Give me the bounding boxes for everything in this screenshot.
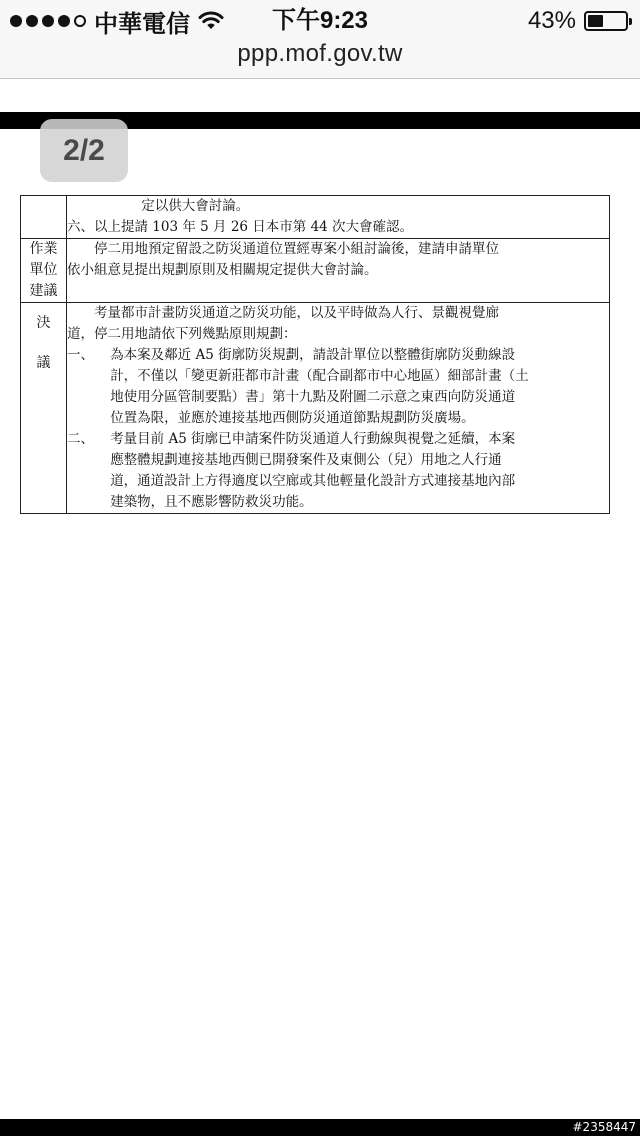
document-line: 考量目前 A5 街廓已申請案件防災通道人行動線與視覺之延續，本案	[110, 431, 516, 447]
row-label-empty	[21, 196, 67, 239]
document-line: 停二用地預定留設之防災通道位置經專案小組討論後，建請申請單位	[94, 241, 499, 257]
minutes-table	[20, 195, 610, 514]
row-content	[67, 239, 610, 303]
label-char: 議	[36, 355, 51, 371]
battery-percent: 43%	[527, 7, 576, 34]
document-line: 建築物，且不應影響防救災功能。	[110, 494, 313, 510]
label-char: 作業	[29, 241, 58, 257]
status-bar	[0, 0, 640, 40]
page-indicator: 2/2	[40, 119, 128, 182]
row-content	[67, 303, 610, 514]
document-line: 計，不僅以「變更新莊都市計畫（配合副都市中心地區）細部計畫（土	[110, 368, 529, 384]
carrier-name: 中華電信	[94, 10, 190, 38]
document-line: 應整體規劃連接基地西側已開發案件及東側公（兒）用地之人行通	[110, 452, 502, 468]
label-char: 決	[36, 315, 51, 331]
document-line: 道，通道設計上方得適度以空廊或其他輕量化設計方式連接基地內部	[110, 473, 516, 489]
url-text[interactable]: ppp.mof.gov.tw	[237, 40, 403, 67]
document-line: 地使用分區管制要點）書」第十九點及附圖二示意之東西向防災通道	[110, 389, 516, 405]
document-line: 位置為限，並應於連接基地西側防災通道節點規劃防災廣場。	[110, 410, 475, 426]
label-char: 單位	[29, 262, 58, 278]
watermark-id: #2358447	[572, 1120, 636, 1134]
battery-icon	[584, 11, 628, 31]
address-bar[interactable]	[0, 40, 640, 79]
bottom-bar	[0, 1119, 640, 1136]
decision-item	[67, 429, 609, 513]
table-row	[21, 196, 610, 239]
document-line: 考量都市計畫防災通道之防災功能，以及平時做為人行、景觀視覺廊	[94, 305, 499, 321]
status-time: 下午9:23	[271, 7, 369, 34]
document-line: 為本案及鄰近 A5 街廓防災規劃，請設計單位以整體街廓防災動線設	[110, 347, 516, 363]
item-number: 二、	[67, 431, 94, 447]
battery-tip	[629, 18, 632, 25]
document-line: 道，停二用地請依下列幾點原則規劃：	[67, 326, 297, 342]
item-number: 一、	[67, 347, 94, 363]
label-char: 建議	[29, 283, 58, 299]
decision-item	[67, 345, 609, 429]
document-line: 依小組意見提出規劃原則及相關規定提供大會討論。	[67, 262, 378, 278]
table-row	[21, 239, 610, 303]
row-content	[67, 196, 610, 239]
row-label-decision	[21, 303, 67, 514]
status-right	[528, 6, 628, 36]
battery-level-fill	[588, 15, 603, 27]
document-line: 定以供大會討論。	[141, 198, 250, 214]
table-row	[21, 303, 610, 514]
row-label-suggestion	[21, 239, 67, 303]
document-line: 六、以上提請 103 年 5 月 26 日本市第 44 次大會確認。	[67, 219, 414, 235]
